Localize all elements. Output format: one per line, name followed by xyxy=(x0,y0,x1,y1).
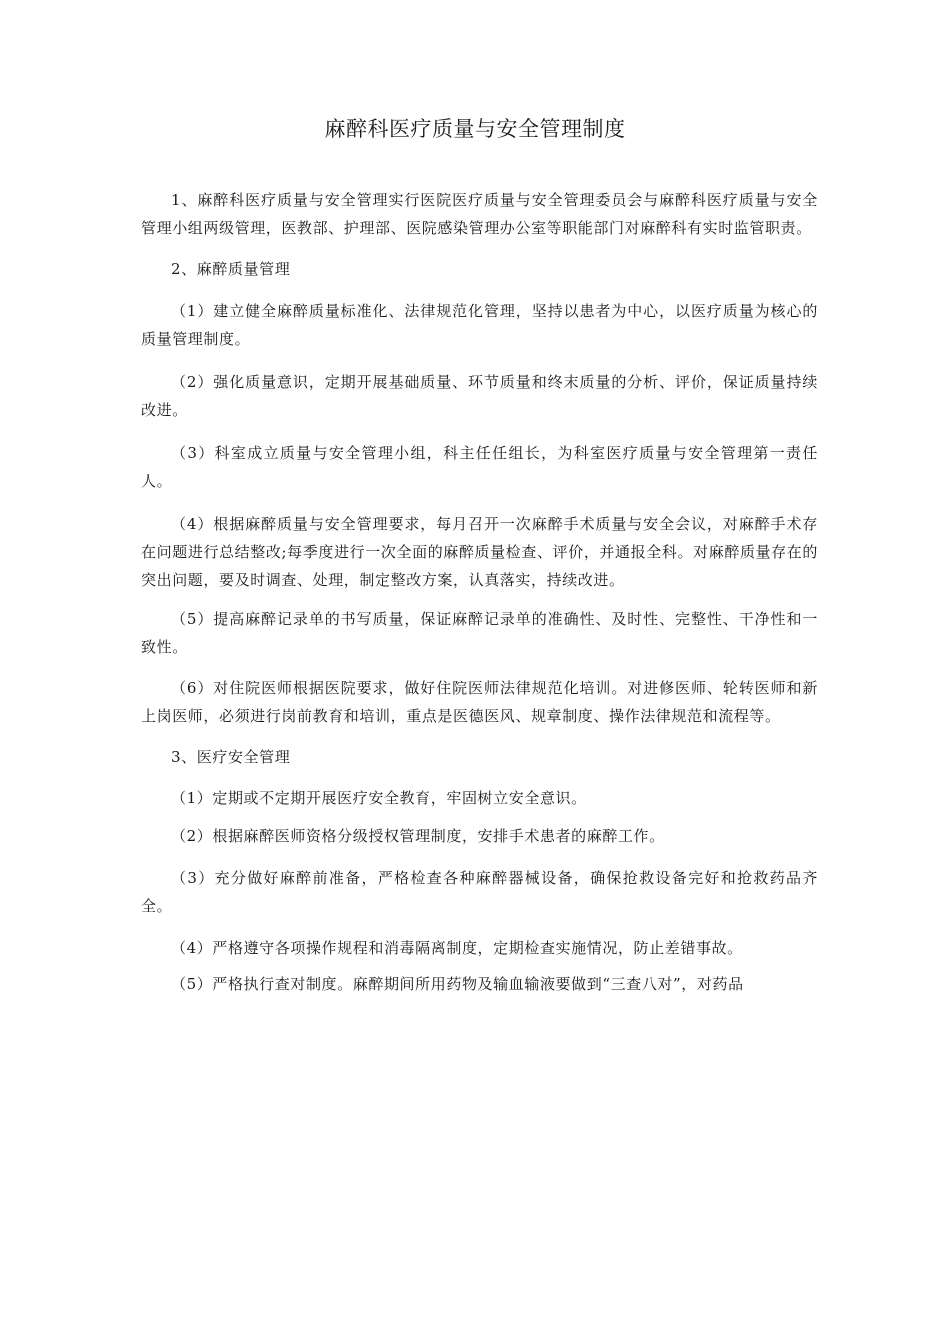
paragraph-quality-1: （1）建立健全麻醉质量标准化、法律规范化管理，坚持以患者为中心，以医疗质量为核心的质量管理制度。 xyxy=(141,302,818,348)
paragraph-safety-5: （5）严格执行查对制度。麻醉期间所用药物及输血输液要做到“三查八对”，对药品 xyxy=(171,975,744,993)
paragraph-section-1: 1、麻醉科医疗质量与安全管理实行医院医疗质量与安全管理委员会与麻醉科医疗质量与安全管理小组两级管理，医教部、护理部、医院感染管理办公室等职能部门对麻醉科有实时监管职责。 xyxy=(141,191,818,237)
paragraph-safety-3: （3）充分做好麻醉前准备，严格检查各种麻醉器械设备，确保抢救设备完好和抢救药品齐全。 xyxy=(141,869,818,915)
document-title: 麻醉科医疗质量与安全管理制度 xyxy=(324,117,626,141)
heading-quality-management: 2、麻醉质量管理 xyxy=(171,260,291,278)
paragraph-safety-1: （1）定期或不定期开展医疗安全教育，牢固树立安全意识。 xyxy=(171,789,587,807)
paragraph-quality-3: （3）科室成立质量与安全管理小组，科主任任组长，为科室医疗质量与安全管理第一责任人。 xyxy=(141,444,818,490)
paragraph-quality-6: （6）对住院医师根据医院要求，做好住院医师法律规范化培训。对进修医师、轮转医师和新上岗医师，必须进行岗前教育和培训，重点是医德医风、规章制度、操作法律规范和流程等。 xyxy=(141,679,818,725)
paragraph-quality-2: （2）强化质量意识，定期开展基础质量、环节质量和终末质量的分析、评价，保证质量持续改进。 xyxy=(141,373,818,419)
paragraph-quality-5: （5）提高麻醉记录单的书写质量，保证麻醉记录单的准确性、及时性、完整性、干净性和一致性。 xyxy=(141,610,818,656)
paragraph-safety-2: （2）根据麻醉医师资格分级授权管理制度，安排手术患者的麻醉工作。 xyxy=(171,827,665,845)
paragraph-quality-4: （4）根据麻醉质量与安全管理要求，每月召开一次麻醉手术质量与安全会议，对麻醉手术存在问题进行总结整改;每季度进行一次全面的麻醉质量检查、评价，并通报全科。对麻醉质量存在的突出问题，要及时调查、处理，制定整改方案，认真落实，持续改进。 xyxy=(141,515,818,589)
heading-safety-management: 3、医疗安全管理 xyxy=(171,748,291,766)
paragraph-safety-4: （4）严格遵守各项操作规程和消毒隔离制度，定期检查实施情况，防止差错事故。 xyxy=(171,939,743,957)
document-body xyxy=(141,186,818,998)
